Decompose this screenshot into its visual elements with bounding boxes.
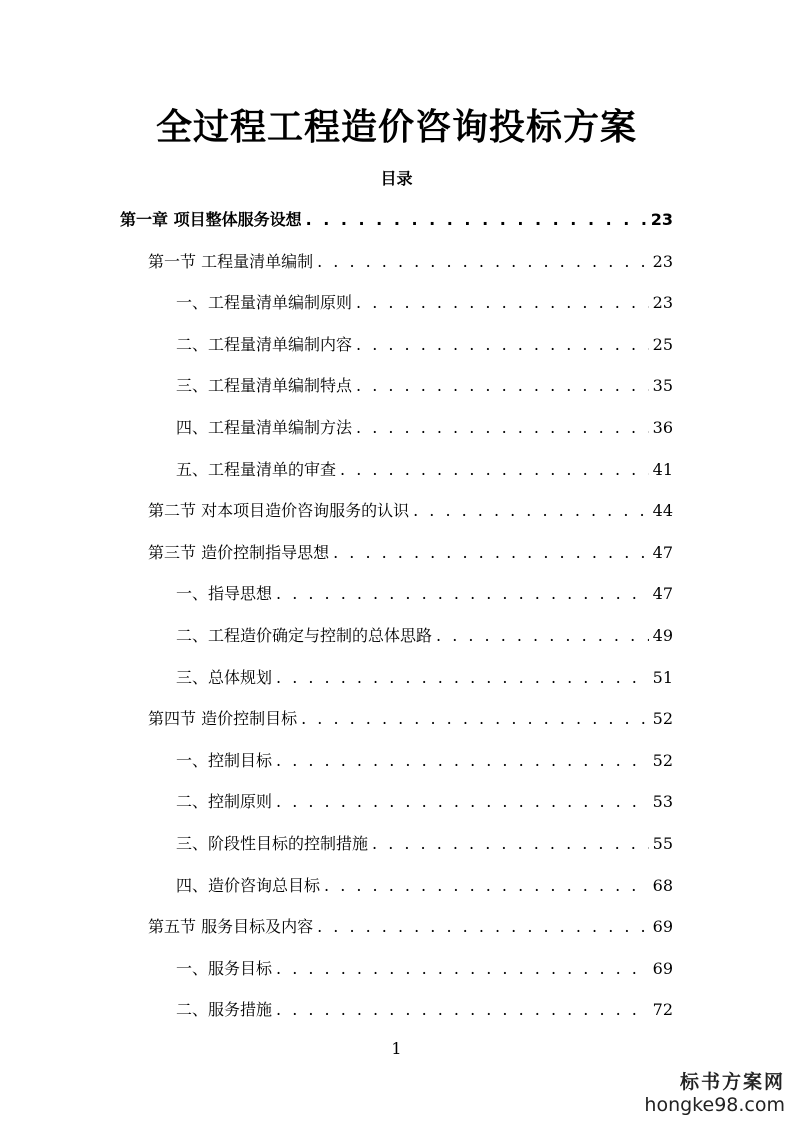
toc-entry-page: 51 (652, 668, 673, 687)
toc-entry[interactable] (120, 208, 673, 232)
toc-dot-leader (324, 874, 649, 898)
toc-entry-page: 55 (652, 834, 673, 853)
toc-dot-leader (333, 541, 649, 565)
watermark-site-name: 标书方案网 (679, 1071, 785, 1093)
toc-dot-leader (356, 374, 649, 398)
toc-entry-page: 23 (652, 293, 673, 312)
toc-dot-leader (317, 250, 649, 274)
toc-entry[interactable] (176, 458, 673, 482)
toc-entry-page: 44 (652, 501, 673, 520)
toc-entry-page: 23 (650, 210, 673, 229)
toc-dot-leader (413, 499, 649, 523)
toc-entry-title: 二、工程量清单编制内容 (176, 335, 353, 354)
toc-dot-leader (340, 458, 649, 482)
toc-entry-page: 25 (652, 335, 673, 354)
toc-entry-title: 五、工程量清单的审查 (176, 460, 337, 479)
toc-dot-leader (276, 582, 649, 606)
toc-entry[interactable] (176, 790, 673, 814)
toc-entry-page: 52 (652, 751, 673, 770)
toc-entry-page: 47 (652, 543, 673, 562)
toc-entry-title: 第一章 项目整体服务设想 (120, 210, 302, 229)
toc-entry-page: 69 (652, 917, 673, 936)
toc-entry-title: 四、工程量清单编制方法 (176, 418, 353, 437)
toc-entry[interactable] (148, 499, 673, 523)
toc-entry-title: 四、造价咨询总目标 (176, 876, 321, 895)
page-number: 1 (391, 1039, 402, 1058)
toc-entry[interactable] (176, 666, 673, 690)
toc-entry[interactable] (176, 832, 673, 856)
toc-entry-page: 52 (652, 709, 673, 728)
toc-entry-title: 三、总体规划 (176, 668, 273, 687)
toc-entry[interactable] (176, 416, 673, 440)
toc-dot-leader (276, 998, 649, 1022)
toc-entry-page: 47 (652, 584, 673, 603)
toc-entry-page: 69 (652, 959, 673, 978)
toc-entry-title: 一、服务目标 (176, 959, 273, 978)
toc-entry[interactable] (176, 291, 673, 315)
toc-entry[interactable] (148, 541, 673, 565)
toc-entry[interactable] (176, 624, 673, 648)
toc-entry[interactable] (176, 333, 673, 357)
toc-entry-title: 一、指导思想 (176, 584, 273, 603)
toc-entry[interactable] (176, 582, 673, 606)
toc-entry-title: 第二节 对本项目造价咨询服务的认识 (148, 501, 410, 520)
toc-dot-leader (356, 416, 649, 440)
toc-entry-title: 第五节 服务目标及内容 (148, 917, 314, 936)
toc-entry-page: 36 (652, 418, 673, 437)
toc-dot-leader (436, 624, 649, 648)
toc-heading: 目录 (380, 169, 413, 188)
toc-entry[interactable] (176, 749, 673, 773)
toc-entry-title: 一、控制目标 (176, 751, 273, 770)
toc-entry[interactable] (148, 915, 673, 939)
toc-entry-title: 三、阶段性目标的控制措施 (176, 834, 369, 853)
toc-entry-page: 72 (652, 1000, 673, 1019)
toc-dot-leader (317, 915, 649, 939)
watermark-url: hongke98.com (644, 1094, 785, 1116)
toc-entry-page: 68 (652, 876, 673, 895)
toc-dot-leader (276, 749, 649, 773)
toc-entry-page: 41 (652, 460, 673, 479)
watermark (644, 1070, 785, 1116)
toc-entry[interactable] (148, 707, 673, 731)
toc-entry[interactable] (148, 250, 673, 274)
toc-entry[interactable] (176, 374, 673, 398)
document-title: 全过程工程造价咨询投标方案 (155, 107, 637, 148)
toc-entry-page: 53 (652, 792, 673, 811)
toc-entry-title: 二、控制原则 (176, 792, 273, 811)
toc-entry-title: 三、工程量清单编制特点 (176, 376, 353, 395)
toc-entry[interactable] (176, 998, 673, 1022)
toc-dot-leader (356, 333, 649, 357)
toc-entry[interactable] (176, 874, 673, 898)
toc-entry-title: 一、工程量清单编制原则 (176, 293, 353, 312)
toc-entry-page: 49 (652, 626, 673, 645)
toc-entry-title: 二、服务措施 (176, 1000, 273, 1019)
toc-dot-leader (306, 208, 647, 232)
toc-entry-title: 第一节 工程量清单编制 (148, 252, 314, 271)
toc-entry-page: 35 (652, 376, 673, 395)
toc-entry-title: 二、工程造价确定与控制的总体思路 (176, 626, 433, 645)
toc-dot-leader (301, 707, 649, 731)
toc-entry-title: 第四节 造价控制目标 (148, 709, 298, 728)
toc-dot-leader (356, 291, 649, 315)
toc-entry-page: 23 (652, 252, 673, 271)
toc-dot-leader (276, 957, 649, 981)
toc-dot-leader (276, 790, 649, 814)
toc-entry[interactable] (176, 957, 673, 981)
toc-dot-leader (372, 832, 649, 856)
toc-entry-title: 第三节 造价控制指导思想 (148, 543, 330, 562)
toc-dot-leader (276, 666, 649, 690)
